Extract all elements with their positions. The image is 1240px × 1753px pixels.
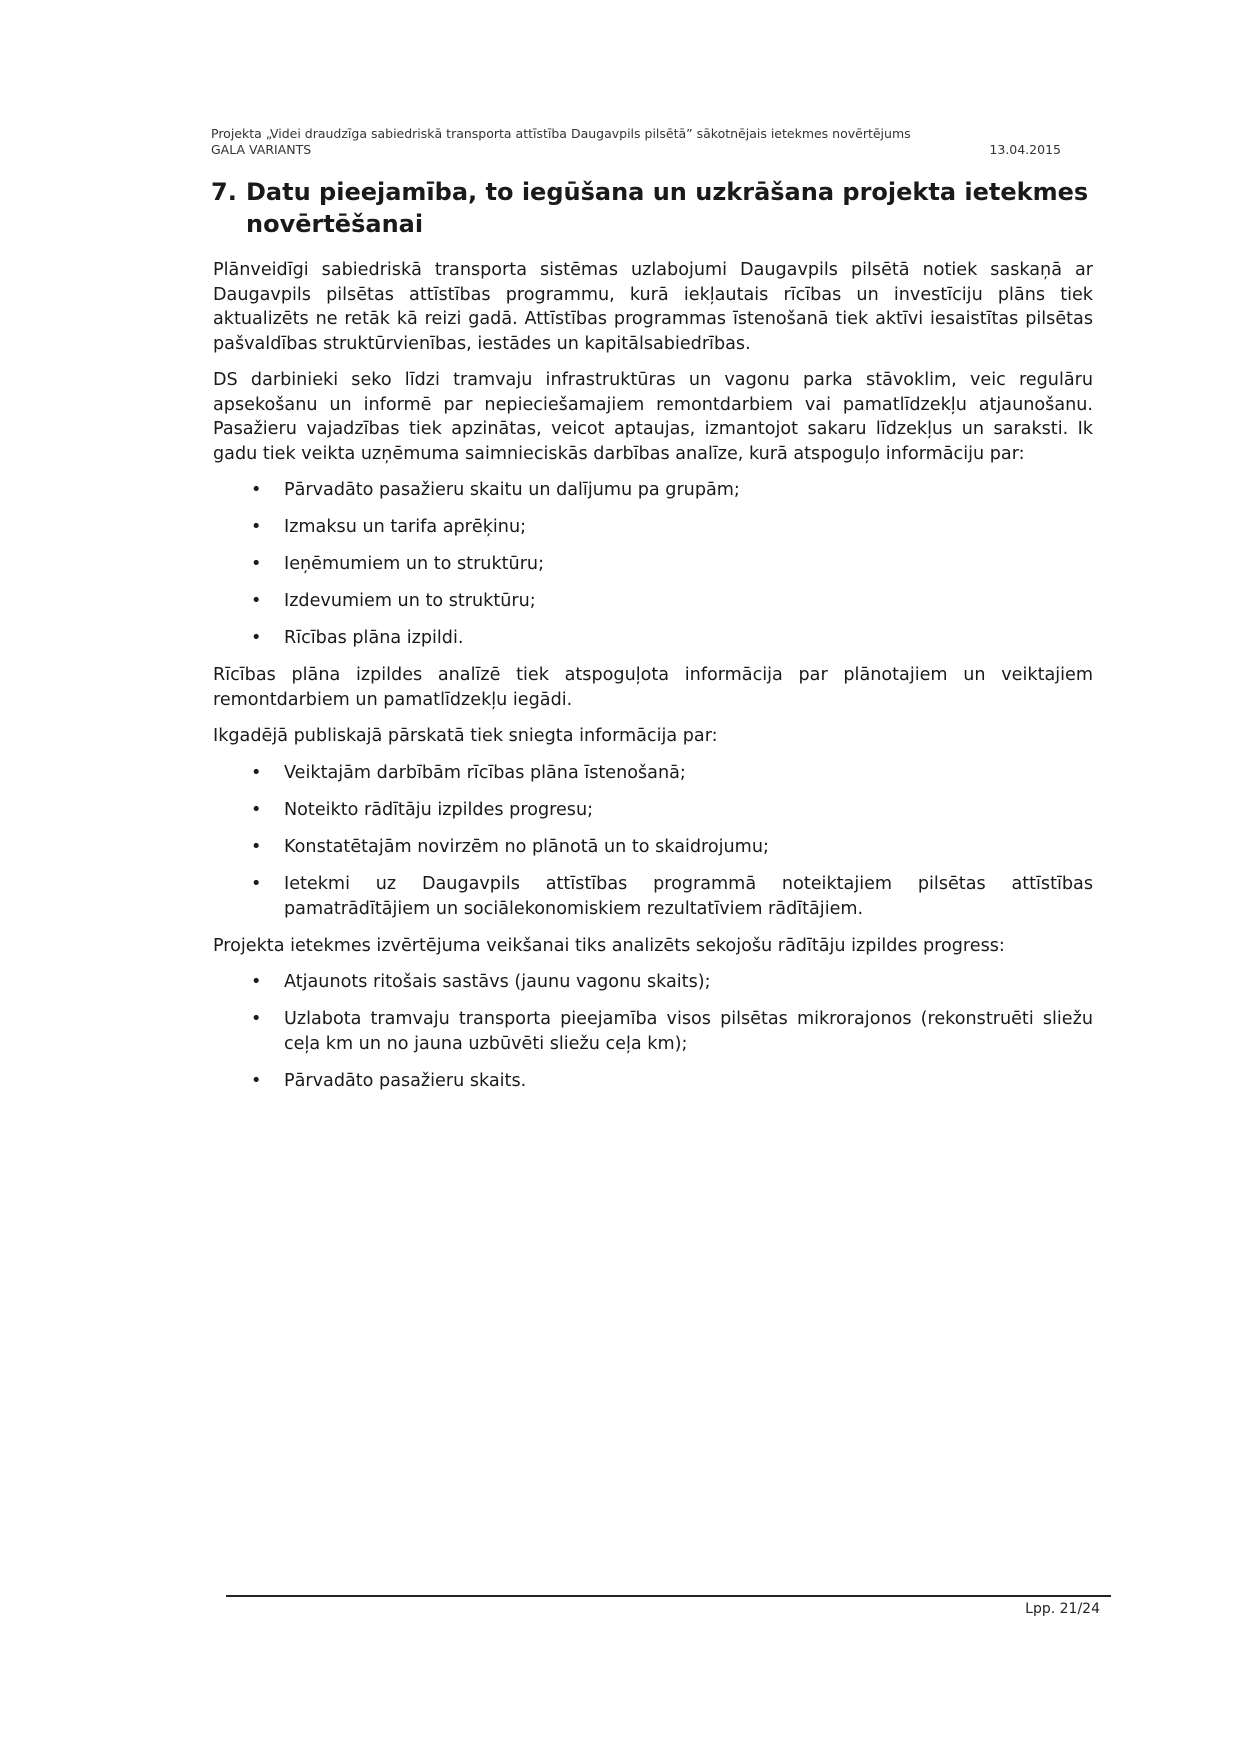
section-title: Datu pieejamība, to iegūšana un uzkrāšana projekta ietekmes novērtēšanai — [246, 178, 1089, 238]
indicator-list — [213, 970, 1093, 1094]
header-version: GALA VARIANTS — [211, 142, 312, 157]
running-header — [211, 126, 1061, 158]
list-item: • Izmaksu un tarifa aprēķinu; — [213, 515, 1093, 540]
list-item: • Izdevumiem un to struktūru; — [213, 589, 1093, 614]
page-number: Lpp. 21/24 — [1025, 1601, 1100, 1617]
list-item: • Uzlabota tramvaju transporta pieejamība visos pilsētas mikrorajonos (rekonstruēti sliežu ceļa km un no jauna uzbūvēti sliežu ceļa km); — [251, 1009, 1093, 1054]
bullet-icon: • — [251, 1071, 262, 1091]
analysis-list — [213, 478, 1093, 651]
paragraph-1: Plānveidīgi sabiedriskā transporta sistēmas uzlabojumi Daugavpils pilsētā notiek saskaņā ar Daugavpils pilsētas attīstības programmu, kurā iekļautais rīcības un investīciju plāns tiek aktualizēts ne retāk kā reizi gadā. Attīstības programmas īstenošanā tiek aktīvi iesaistītas pilsētas pašvaldības struktūrvienības, iestādes un kapitālsabiedrības. — [213, 260, 1093, 354]
annual-report-list — [213, 761, 1093, 922]
section-number: 7. — [211, 178, 237, 206]
section-body — [213, 258, 1093, 1106]
paragraph-5: Projekta ietekmes izvērtējuma veikšanai tiks analizēts sekojošu rādītāju izpildes progress: — [213, 935, 1005, 956]
list-item: • Pārvadāto pasažieru skaits. — [213, 1069, 1093, 1094]
bullet-icon: • — [251, 873, 262, 894]
list-item: • Pārvadāto pasažieru skaitu un dalījumu pa grupām; — [213, 478, 1093, 503]
bullet-icon: • — [251, 972, 262, 992]
list-item: • Konstatētajām novirzēm no plānotā un to skaidrojumu; — [213, 835, 1093, 860]
bullet-icon: • — [251, 554, 262, 574]
section-heading — [211, 176, 1091, 240]
list-item: • Noteikto rādītāju izpildes progresu; — [213, 798, 1093, 823]
header-project-title: Projekta „Videi draudzīga sabiedriskā transporta attīstība Daugavpils pilsētā” sākotnējais ietekmes novērtējums — [211, 126, 911, 141]
header-date: 13.04.2015 — [989, 142, 1061, 157]
bullet-icon: • — [251, 591, 262, 611]
bullet-icon: • — [251, 628, 262, 648]
bullet-icon: • — [251, 517, 262, 537]
list-item: • Veiktajām darbībām rīcības plāna īstenošanā; — [213, 761, 1093, 786]
footer-divider — [226, 1595, 1111, 1597]
bullet-icon: • — [251, 836, 262, 857]
list-item: • Ietekmi uz Daugavpils attīstības programmā noteiktajiem pilsētas attīstības pamatrādītājiem un sociālekonomiskiem rezultatīviem rādītājiem. — [251, 873, 1093, 919]
bullet-icon: • — [251, 480, 262, 500]
bullet-icon: • — [251, 1009, 262, 1029]
list-item: • Rīcības plāna izpildi. — [213, 626, 1093, 651]
list-item: • Atjaunots ritošais sastāvs (jaunu vagonu skaits); — [213, 970, 1093, 995]
paragraph-4: Ikgadējā publiskajā pārskatā tiek sniegta informācija par: — [213, 726, 718, 746]
bullet-icon: • — [251, 762, 262, 783]
paragraph-2: DS darbinieki seko līdzi tramvaju infrastruktūras un vagonu parka stāvoklim, veic regulāru apsekošanu un informē par nepieciešamajiem remontdarbiem vai pamatlīdzekļu atjaunošanu. Pasažieru vajadzības tiek apzinātas, veicot aptaujas, izmantojot sakaru līdzekļus un saraksti. Ik gadu tiek veikta uzņēmuma saimnieciskās darbības analīze, kurā atspoguļo informāciju par: — [213, 370, 1093, 464]
bullet-icon: • — [251, 799, 262, 820]
paragraph-3: Rīcības plāna izpildes analīzē tiek atspoguļota informācija par plānotajiem un veiktajiem remontdarbiem un pamatlīdzekļu iegādi. — [213, 665, 1093, 710]
list-item: • Ieņēmumiem un to struktūru; — [213, 552, 1093, 577]
